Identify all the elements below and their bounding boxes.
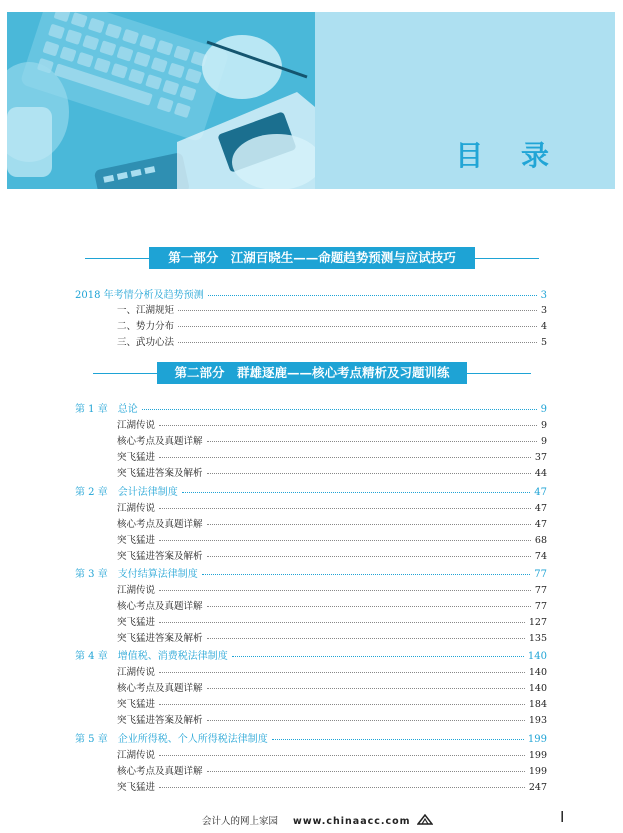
dot-leader: [142, 409, 537, 410]
toc-page: 77: [534, 569, 547, 580]
toc-page: 4: [540, 321, 547, 332]
toc-page: 199: [528, 766, 547, 777]
toc-item[interactable]: [117, 630, 547, 644]
toc-item[interactable]: [117, 680, 547, 694]
toc-page: 68: [534, 535, 547, 546]
toc-page: 74: [534, 551, 547, 562]
chapter-title: 总论: [117, 404, 138, 415]
toc-item-title: 突飞猛进答案及解析: [117, 551, 203, 562]
chapter-number: 第 5 章: [75, 734, 108, 745]
dot-leader: [159, 622, 525, 623]
chapter-number: 第 2 章: [75, 487, 108, 498]
toc-item-title: 突飞猛进: [117, 452, 156, 463]
toc-page: 77: [534, 585, 547, 596]
toc-page: 135: [528, 633, 547, 644]
toc-item[interactable]: [117, 747, 547, 761]
toc-item[interactable]: [117, 465, 547, 479]
toc-page: 247: [528, 782, 547, 793]
footer-website[interactable]: www.chinaacc.com: [293, 816, 411, 827]
dot-leader: [159, 787, 525, 788]
toc-item-title: 核心考点及真题详解: [117, 436, 203, 447]
toc-item[interactable]: [117, 548, 547, 562]
toc-page: 9: [540, 436, 547, 447]
dot-leader: [178, 310, 537, 311]
toc-chapter-4[interactable]: [75, 647, 547, 662]
toc-item-title: 突飞猛进答案及解析: [117, 633, 203, 644]
dot-leader: [159, 457, 531, 458]
toc-chapter-1[interactable]: [75, 400, 547, 415]
toc-page: 47: [534, 487, 547, 498]
dot-leader: [159, 540, 531, 541]
toc-item-title: 江湖传说: [117, 585, 156, 596]
toc-page: 77: [534, 601, 547, 612]
toc-page: 140: [527, 651, 547, 662]
chapter-title: 增值税、消费税法律制度: [117, 651, 228, 662]
dot-leader: [207, 771, 525, 772]
toc-item-title: 突飞猛进答案及解析: [117, 468, 203, 479]
dot-leader: [159, 425, 537, 426]
toc-item[interactable]: [117, 334, 547, 348]
dot-leader: [159, 672, 525, 673]
toc-item-title: 核心考点及真题详解: [117, 766, 203, 777]
toc-page: 199: [527, 734, 547, 745]
toc-item[interactable]: [117, 532, 547, 546]
logo-icon: [417, 814, 433, 825]
toc-chapter-5[interactable]: [75, 730, 547, 745]
toc-chapter-3[interactable]: [75, 565, 547, 580]
toc-item[interactable]: [117, 417, 547, 431]
toc-section-title: 2018 年考情分析及趋势预测: [75, 290, 204, 301]
toc-item[interactable]: [117, 614, 547, 628]
dot-leader: [178, 326, 537, 327]
toc-item-title: 核心考点及真题详解: [117, 519, 203, 530]
toc-item-title: 二、势力分布: [117, 321, 175, 332]
footer: [202, 813, 433, 827]
chapter-title: 企业所得税、个人所得税法律制度: [117, 734, 268, 745]
dot-leader: [208, 295, 537, 296]
toc-item[interactable]: [117, 433, 547, 447]
toc-item-title: 突飞猛进: [117, 535, 156, 546]
dot-leader: [207, 556, 531, 557]
dot-leader: [207, 720, 525, 721]
toc-item-title: 突飞猛进答案及解析: [117, 715, 203, 726]
dot-leader: [207, 606, 531, 607]
toc-item-title: 核心考点及真题详解: [117, 601, 203, 612]
toc-item-title: 江湖传说: [117, 420, 156, 431]
toc-page: 127: [528, 617, 547, 628]
toc-item-title: 突飞猛进: [117, 617, 156, 628]
keyboard-calculator-illustration: [7, 12, 315, 189]
toc-item-title: 三、武功心法: [117, 337, 175, 348]
toc-item[interactable]: [117, 763, 547, 777]
chapter-number: 第 4 章: [75, 651, 108, 662]
toc-item[interactable]: [117, 500, 547, 514]
toc-item-title: 江湖传说: [117, 667, 156, 678]
part-2-header: 第二部分 群雄逐鹿——核心考点精析及习题训练: [157, 362, 467, 384]
toc-item[interactable]: [117, 696, 547, 710]
dot-leader: [207, 441, 537, 442]
dot-leader: [272, 739, 524, 740]
toc-item[interactable]: [117, 582, 547, 596]
dot-leader: [232, 656, 524, 657]
toc-page: 9: [540, 404, 547, 415]
toc-chapter-2[interactable]: [75, 483, 547, 498]
dot-leader: [159, 704, 525, 705]
toc-item-title: 突飞猛进: [117, 699, 156, 710]
toc-page: 184: [528, 699, 547, 710]
toc-item-title: 突飞猛进: [117, 782, 156, 793]
toc-page: 37: [534, 452, 547, 463]
toc-item[interactable]: [117, 516, 547, 530]
page-title: 目 录: [455, 139, 563, 172]
dot-leader: [159, 590, 531, 591]
toc-item-title: 一、江湖规矩: [117, 305, 175, 316]
toc-page: 193: [528, 715, 547, 726]
toc-page: 140: [528, 683, 547, 694]
toc-item[interactable]: [117, 712, 547, 726]
dot-leader: [207, 524, 531, 525]
toc-item[interactable]: [117, 449, 547, 463]
toc-page: 9: [540, 420, 547, 431]
chapter-number: 第 3 章: [75, 569, 108, 580]
toc-page: 47: [534, 519, 547, 530]
toc-page: 199: [528, 750, 547, 761]
dot-leader: [207, 688, 525, 689]
toc-page: 47: [534, 503, 547, 514]
dot-leader: [178, 342, 537, 343]
toc-section-2018[interactable]: [75, 286, 547, 301]
toc-item[interactable]: [117, 598, 547, 612]
toc-item-title: 江湖传说: [117, 750, 156, 761]
dot-leader: [182, 492, 531, 493]
chapter-title: 会计法律制度: [117, 487, 178, 498]
toc-page: 3: [540, 305, 547, 316]
toc-item[interactable]: [117, 664, 547, 678]
toc-item[interactable]: [117, 779, 547, 793]
page-number: I: [560, 808, 565, 826]
dot-leader: [159, 508, 531, 509]
toc-item-title: 核心考点及真题详解: [117, 683, 203, 694]
dot-leader: [207, 638, 525, 639]
part-1-header: 第一部分 江湖百晓生——命题趋势预测与应试技巧: [149, 247, 475, 269]
toc-page: 44: [534, 468, 547, 479]
banner-photo: [7, 12, 315, 189]
dot-leader: [202, 574, 531, 575]
toc-page: 140: [528, 667, 547, 678]
toc-page: 3: [540, 290, 547, 301]
chapter-number: 第 1 章: [75, 404, 108, 415]
toc-item[interactable]: [117, 302, 547, 316]
dot-leader: [159, 755, 525, 756]
footer-slogan: 会计人的网上家园: [202, 816, 279, 827]
chapter-title: 支付结算法律制度: [117, 569, 198, 580]
toc-page: 5: [540, 337, 547, 348]
dot-leader: [207, 473, 531, 474]
toc-item-title: 江湖传说: [117, 503, 156, 514]
toc-item[interactable]: [117, 318, 547, 332]
